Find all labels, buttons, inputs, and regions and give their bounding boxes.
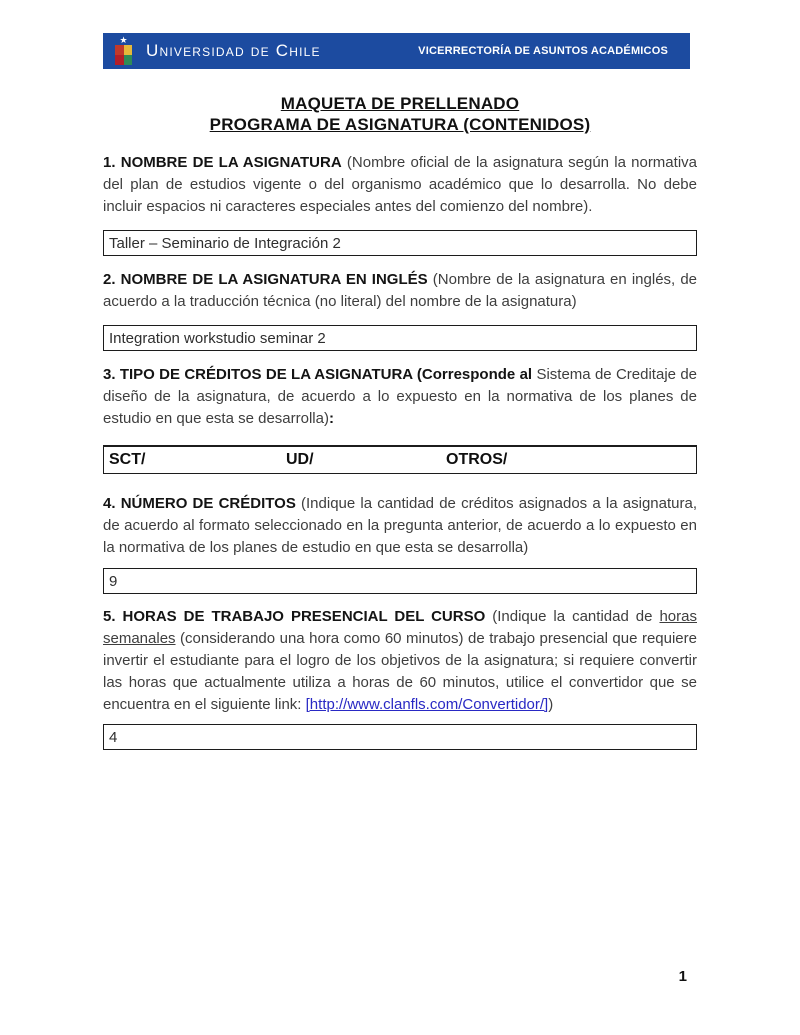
section-3-description: Sistema de Creditaje de diseño de la asignatura, de acuerdo a lo expuesto en la normativa de los planes de estudio en que esta se desarrolla): [103, 366, 697, 427]
convertidor-link[interactable]: [http://www.clanfls.com/Convertidor/]: [305, 696, 549, 713]
section-4-heading: 4. NÚMERO DE CRÉDITOS: [103, 495, 296, 512]
section-4-value: 9: [109, 572, 118, 590]
section-4-paragraph: [103, 493, 697, 559]
credit-label-otros[interactable]: OTROS/: [446, 451, 508, 468]
star-icon: ★: [119, 35, 128, 45]
department-name: VICERRECTORÍA DE ASUNTOS ACADÉMICOS: [418, 45, 668, 57]
section-5-answer-box[interactable]: [103, 724, 697, 750]
section-5-description-before: (Indique la cantidad de: [485, 608, 660, 625]
section-1-value: Taller – Seminario de Integración 2: [109, 234, 341, 252]
section-2-paragraph: [103, 269, 697, 313]
section-5-underlined-phrase: horas semanales: [103, 608, 697, 647]
section-5-heading: 5. HORAS DE TRABAJO PRESENCIAL DEL CURSO: [103, 608, 486, 625]
section-1-description: (Nombre oficial de la asignatura según la normativa del plan de estudios vigente o del organismo académico que lo desarrolla. No debe incluir espacios ni caracteres especiales antes del comienzo del nombre).: [103, 154, 697, 215]
section-4-answer-box[interactable]: [103, 568, 697, 594]
document-title: [103, 93, 697, 135]
section-1-heading: 1. NOMBRE DE LA ASIGNATURA: [103, 154, 342, 171]
section-2-answer-box[interactable]: [103, 325, 697, 351]
section-3-paragraph: [103, 364, 697, 430]
section-3-heading: 3. TIPO DE CRÉDITOS DE LA ASIGNATURA: [103, 366, 413, 383]
section-5-paragraph: [103, 606, 697, 716]
university-logo: [112, 36, 135, 66]
title-line-1: MAQUETA DE PRELLENADO: [280, 94, 520, 113]
section-4-description: (Indique la cantidad de créditos asignados a la asignatura, de acuerdo al formato seleccionado en la pregunta anterior, de acuerdo a lo expuesto en la normativa de los planes de estudio en que esta se desarrolla): [103, 495, 697, 556]
title-line-2: PROGRAMA DE ASIGNATURA (CONTENIDOS): [209, 115, 591, 134]
section-1-paragraph: [103, 152, 697, 218]
credit-label-ud[interactable]: UD/: [286, 451, 314, 468]
section-2-description: (Nombre de la asignatura en inglés, de acuerdo a la traducción técnica (no literal) del nombre de la asignatura): [103, 271, 698, 310]
credit-label-sct[interactable]: SCT/: [109, 451, 146, 468]
university-name: Universidad de Chile: [146, 41, 321, 60]
section-2-value: Integration workstudio seminar 2: [109, 329, 326, 347]
section-5-value: 4: [109, 728, 118, 746]
section-5-description-mid: (considerando una hora como 60 minutos) de trabajo presencial que requiere invertir el estudiante para el logro de los objetivos de la asignatura; si requiere convertir las horas que actualmente utiliza a horas de 60 minutos, utilice el convertidor que se encuentra en el siguiente link:: [103, 630, 697, 713]
section-3-heading-paren: (Corresponde al: [412, 366, 537, 383]
shield-icon: [115, 45, 132, 65]
section-1-answer-box[interactable]: [103, 230, 697, 256]
section-3-credit-type-box[interactable]: [103, 445, 697, 474]
page-number: 1: [678, 968, 687, 985]
section-3-colon: :: [328, 410, 334, 427]
header-bar: [103, 33, 690, 69]
section-5-description-after: ): [548, 696, 554, 713]
section-2-heading: 2. NOMBRE DE LA ASIGNATURA EN INGLÉS: [103, 271, 428, 288]
